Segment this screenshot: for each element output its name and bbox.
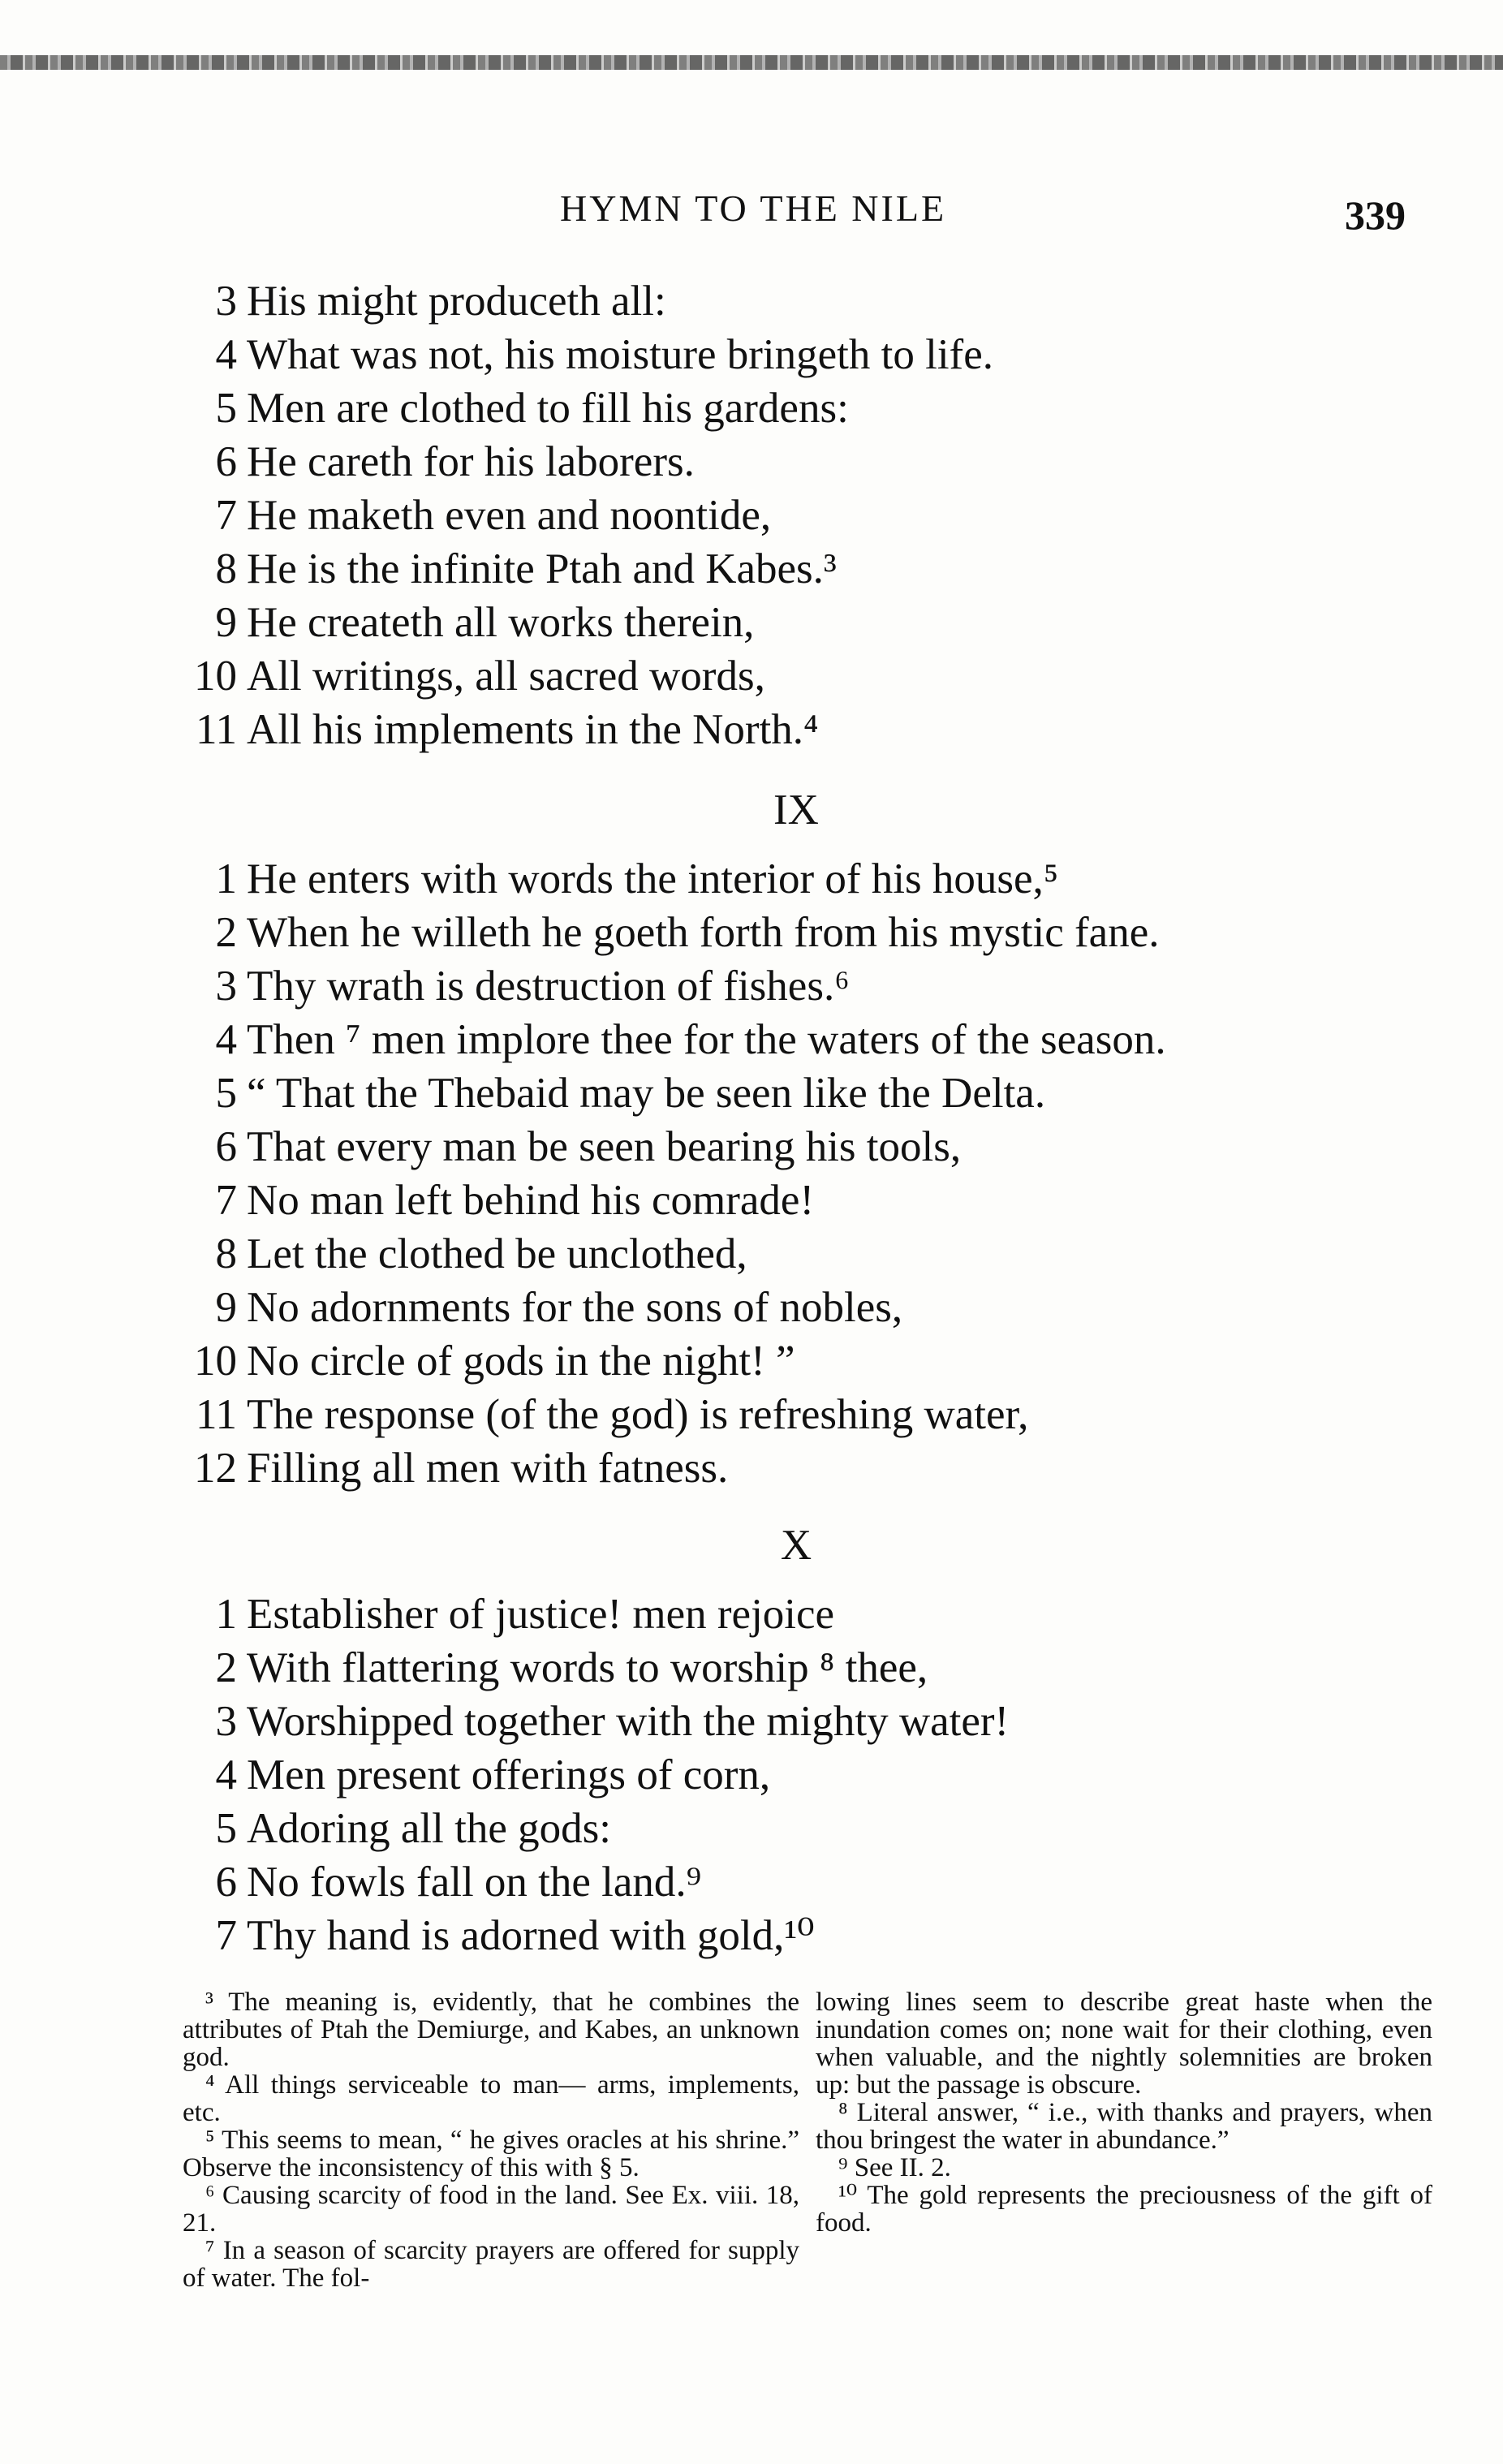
- verse-line: [0, 959, 1503, 1013]
- verse-number: 6: [215, 438, 237, 485]
- verse-text: He createth all works therein,: [247, 599, 755, 646]
- verse-line: [0, 1281, 1503, 1334]
- verse-number: 3: [215, 963, 237, 1010]
- verse-line: [0, 1587, 1503, 1641]
- verse-text: “ That the Thebaid may be seen like the Delta.: [247, 1070, 1046, 1117]
- section-x: [0, 1587, 1503, 1962]
- verse-number: 5: [215, 1070, 237, 1117]
- footnote-text: See II. 2.: [854, 2153, 951, 2182]
- verse-number: 7: [215, 1177, 237, 1224]
- footnote: [183, 1988, 799, 2071]
- verse-line: [0, 1641, 1503, 1695]
- verse-text: His might produceth all:: [247, 278, 666, 325]
- footnote: [183, 2071, 799, 2126]
- verse-number: 3: [215, 1698, 237, 1745]
- verse-line: [0, 596, 1503, 649]
- verse-text: Thy hand is adorned with gold,¹⁰: [247, 1912, 815, 1959]
- verse-text: Adoring all the gods:: [247, 1805, 611, 1852]
- verse-line: [0, 542, 1503, 596]
- verse-line: [0, 1695, 1503, 1748]
- verse-number: 4: [215, 1751, 237, 1798]
- verse-number: 9: [215, 1284, 237, 1331]
- footnote-text: All things serviceable to man— arms, implements, etc.: [183, 2070, 799, 2127]
- verse-line: [0, 906, 1503, 959]
- verse-number: 5: [215, 385, 237, 432]
- verse-text: No circle of gods in the night! ”: [247, 1338, 795, 1385]
- verse-line: [0, 852, 1503, 906]
- verse-number: 4: [215, 1016, 237, 1063]
- verse-line: [0, 435, 1503, 489]
- verse-number: 5: [215, 1805, 237, 1852]
- footnote-mark: ⁷: [205, 2236, 215, 2265]
- verse-text: What was not, his moisture bringeth to life.: [247, 331, 993, 378]
- verse-number: 7: [215, 492, 237, 539]
- verse-text: Establisher of justice! men rejoice: [247, 1591, 835, 1638]
- verse-number: 3: [215, 278, 237, 325]
- verse-text: All writings, all sacred words,: [247, 653, 765, 700]
- verse-line: [0, 1227, 1503, 1281]
- verse-text: Men are clothed to fill his gardens:: [247, 385, 849, 432]
- footnote-mark: ¹⁰: [838, 2181, 858, 2210]
- footnote: [816, 2154, 1432, 2182]
- verse-line: [0, 1441, 1503, 1495]
- verse-text: He maketh even and noontide,: [247, 492, 772, 539]
- verse-line: [0, 274, 1503, 328]
- footnote-text: The gold represents the preciousness of the gift of food.: [816, 2181, 1433, 2238]
- verse-number: 9: [215, 599, 237, 646]
- footnote-text: lowing lines seem to describe great haste when the inundation comes on; none wait for their clothing, even when valuable, and the nightly solemnities are broken up: but the passage is obscure.: [816, 1988, 1432, 2100]
- verse-text: Men present offerings of corn,: [247, 1751, 771, 1798]
- footnote-text: Causing scarcity of food in the land. See Ex. viii. 18, 21.: [183, 2181, 799, 2238]
- footnote: [816, 2182, 1432, 2237]
- footnote-text: This seems to mean, “ he gives oracles at his shrine.” Observe the inconsistency of this with § 5.: [183, 2126, 800, 2182]
- verse-text: When he willeth he goeth forth from his mystic fane.: [247, 909, 1160, 956]
- footnote-mark: ⁹: [838, 2153, 848, 2182]
- verse-line: [0, 649, 1503, 703]
- footnote: [183, 2126, 799, 2182]
- verse-line: [0, 328, 1503, 381]
- verse-number: 8: [215, 1230, 237, 1277]
- footnote: [183, 2182, 799, 2237]
- running-title: HYMN TO THE NILE: [560, 187, 947, 229]
- verse-line: [0, 1334, 1503, 1388]
- verse-text: The response (of the god) is refreshing water,: [247, 1391, 1029, 1438]
- verse-text: All his implements in the North.⁴: [247, 706, 819, 753]
- footnotes: [183, 1988, 1432, 2354]
- footnotes-right-column: [816, 1988, 1432, 2354]
- verse-number: 1: [215, 855, 237, 902]
- footnote: [183, 2237, 799, 2292]
- verse-line: [0, 489, 1503, 542]
- section-x-heading: X: [780, 1522, 812, 1569]
- verse-line: [0, 1855, 1503, 1909]
- footnote-text: Literal answer, “ i.e., with thanks and prayers, when thou bringest the water in abundance.”: [816, 2098, 1432, 2155]
- footnote-mark: ⁴: [205, 2070, 215, 2100]
- verse-number: 4: [215, 331, 237, 378]
- verse-text: Thy wrath is destruction of fishes.⁶: [247, 963, 850, 1010]
- verse-line: [0, 1748, 1503, 1802]
- verse-number: 6: [215, 1123, 237, 1170]
- footnote-mark: ⁵: [205, 2126, 215, 2155]
- footnote-text: The meaning is, evidently, that he combines the attributes of Ptah the Demiurge, and Kabes, an unknown god.: [183, 1988, 800, 2072]
- section-ix-heading: IX: [773, 786, 819, 834]
- page-header: [0, 180, 1503, 245]
- verse-line: [0, 381, 1503, 435]
- verse-line: [0, 1066, 1503, 1120]
- verse-number: 2: [215, 1644, 237, 1691]
- verse-text: No adornments for the sons of nobles,: [247, 1284, 903, 1331]
- verse-text: He careth for his laborers.: [247, 438, 695, 485]
- footnote: [816, 1988, 1432, 2099]
- section-viii-continued: [0, 274, 1503, 756]
- verse-text: No man left behind his comrade!: [247, 1177, 815, 1224]
- verse-text: Filling all men with fatness.: [247, 1445, 729, 1492]
- footnotes-left-column: [183, 1988, 799, 2354]
- verse-line: [0, 1802, 1503, 1855]
- section-ix: [0, 852, 1503, 1495]
- footnote-mark: ³: [205, 1988, 213, 2017]
- verse-number: 11: [195, 706, 237, 753]
- verse-number: 1: [215, 1591, 237, 1638]
- scan-edge-artifact: [0, 55, 1503, 70]
- footnote-mark: ⁶: [205, 2181, 215, 2210]
- verse-text: Then ⁷ men implore thee for the waters of the season.: [247, 1016, 1166, 1063]
- verse-line: [0, 703, 1503, 756]
- verse-number: 8: [215, 545, 237, 592]
- verse-number: 7: [215, 1912, 237, 1959]
- verse-line: [0, 1909, 1503, 1962]
- verse-number: 12: [194, 1445, 237, 1492]
- verse-text: He enters with words the interior of his house,⁵: [247, 855, 1059, 902]
- footnote: [816, 2099, 1432, 2154]
- verse-line: [0, 1174, 1503, 1227]
- verse-line: [0, 1388, 1503, 1441]
- verse-line: [0, 1013, 1503, 1066]
- verse-number: 11: [195, 1391, 237, 1438]
- verse-number: 2: [215, 909, 237, 956]
- verse-number: 10: [194, 653, 237, 700]
- verse-text: No fowls fall on the land.⁹: [247, 1859, 702, 1906]
- verse-number: 10: [194, 1338, 237, 1385]
- verse-text: Worshipped together with the mighty water!: [247, 1698, 1010, 1745]
- verse-text: Let the clothed be unclothed,: [247, 1230, 747, 1277]
- verse-text: He is the infinite Ptah and Kabes.³: [247, 545, 837, 592]
- verse-line: [0, 1120, 1503, 1174]
- footnote-mark: ⁸: [838, 2098, 848, 2127]
- verse-text: That every man be seen bearing his tools,: [247, 1123, 962, 1170]
- verse-number: 6: [215, 1859, 237, 1906]
- page-number: 339: [1345, 192, 1406, 238]
- footnote-text: In a season of scarcity prayers are offered for supply of water. The fol-: [183, 2236, 799, 2293]
- verse-text: With flattering words to worship ⁸ thee,: [247, 1644, 928, 1691]
